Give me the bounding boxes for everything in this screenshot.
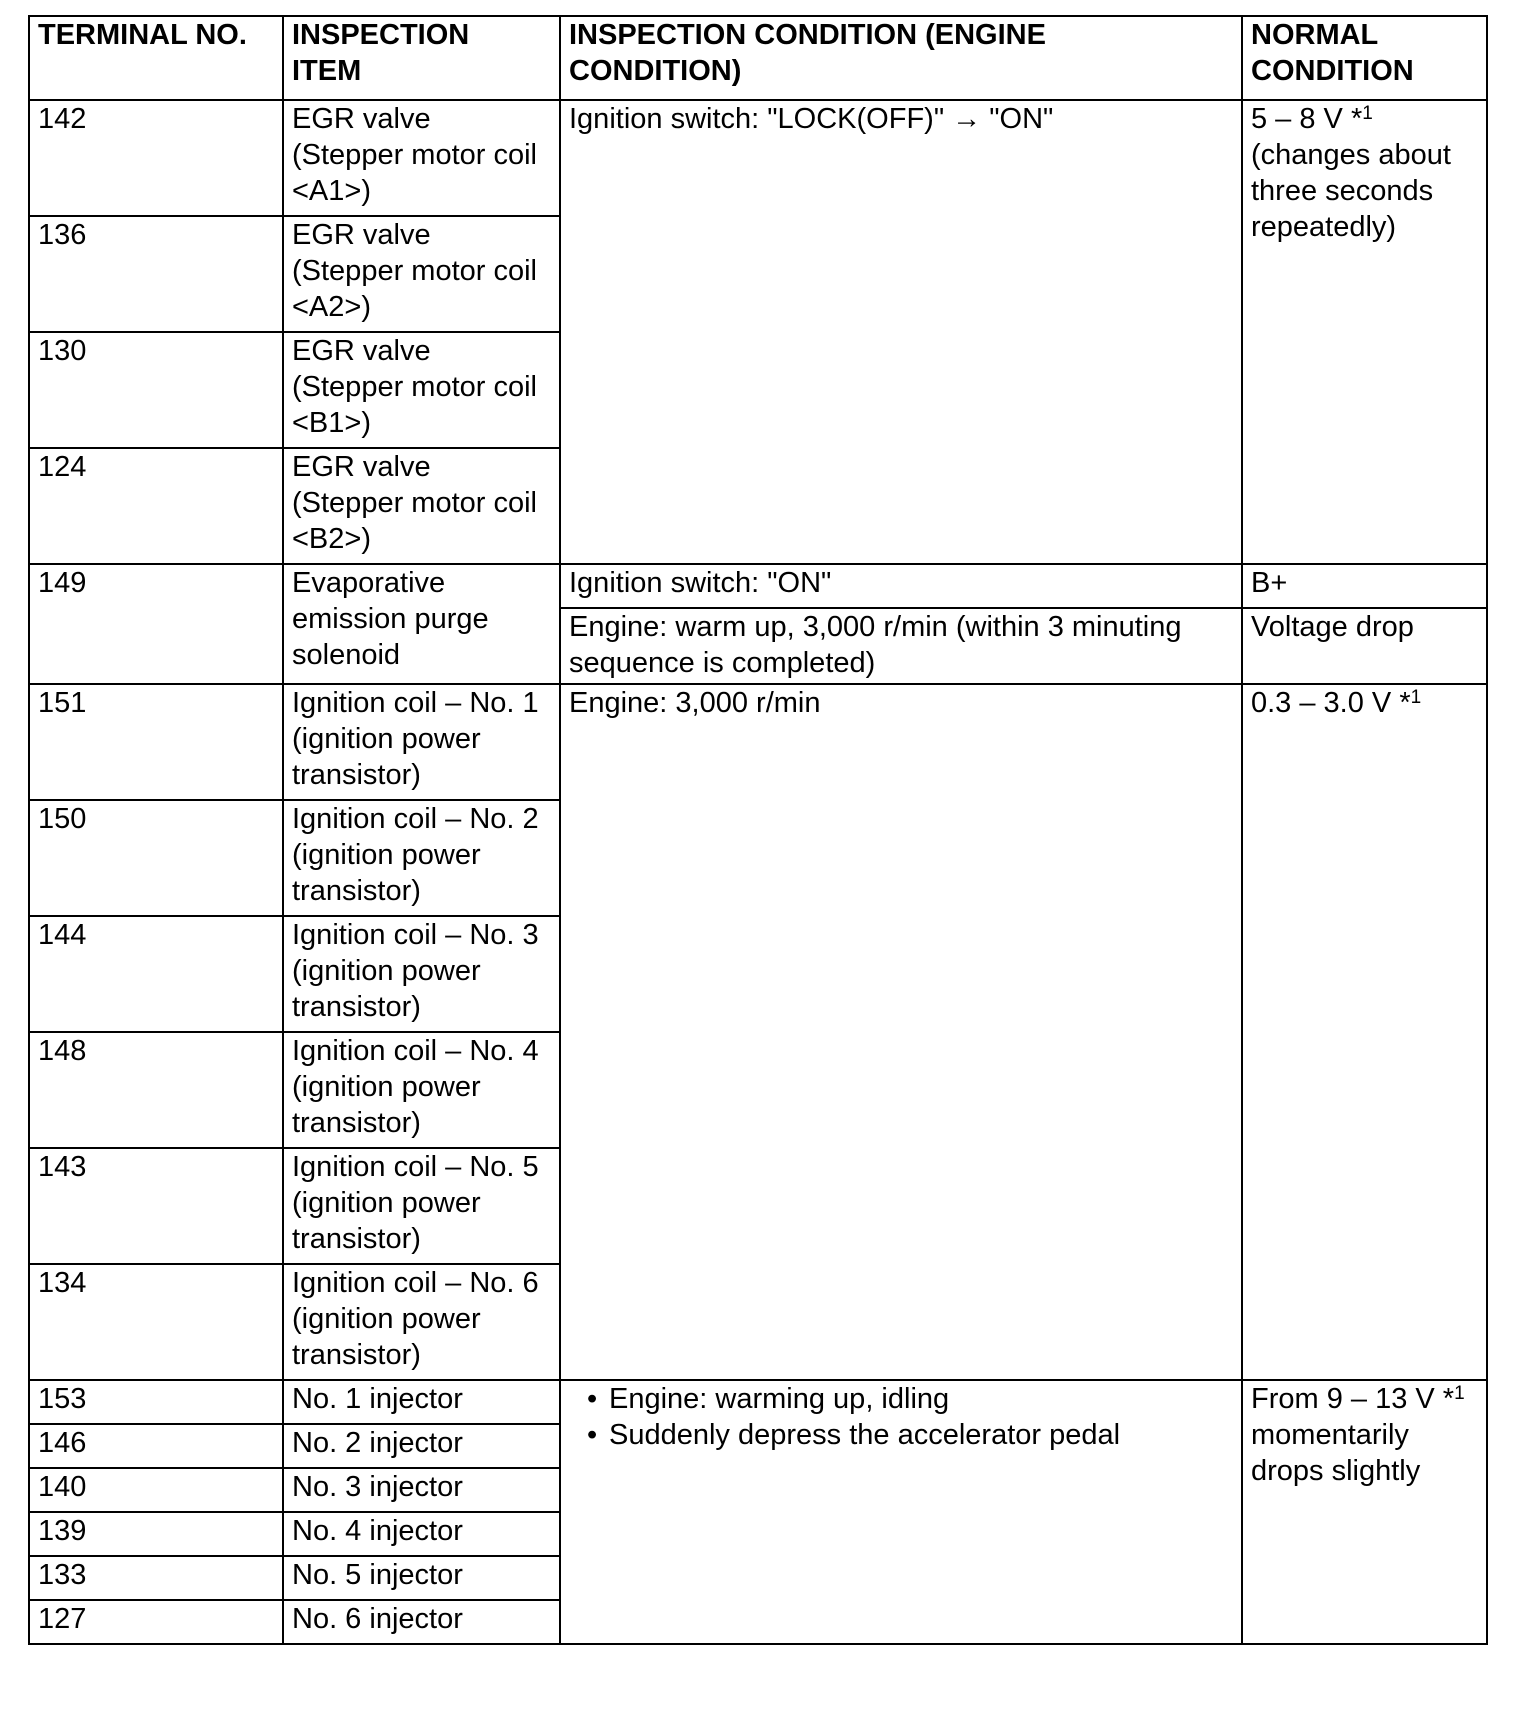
injector-condition-list bbox=[569, 1381, 1233, 1453]
ignition-normal-value: 0.3 – 3.0 V * bbox=[1251, 687, 1411, 719]
header-inspection-item bbox=[283, 16, 560, 100]
terminal-cell: 139 bbox=[29, 1512, 283, 1556]
terminal-cell: 142 bbox=[29, 100, 283, 216]
header-normal-line: CONDITION bbox=[1251, 55, 1414, 87]
terminal-cell: 151 bbox=[29, 684, 283, 800]
item-line: Ignition coil – No. 5 bbox=[292, 1151, 539, 1183]
purge-condition-cell: Ignition switch: "ON" bbox=[560, 564, 1242, 608]
item-line: EGR valve bbox=[292, 219, 431, 251]
ignition-normal-cell bbox=[1242, 684, 1487, 1380]
item-cell bbox=[283, 216, 560, 332]
item-cell: No. 6 injector bbox=[283, 1600, 560, 1644]
egr-normal-value: 5 – 8 V * bbox=[1251, 103, 1363, 135]
item-line: transistor) bbox=[292, 875, 421, 907]
item-cell: No. 1 injector bbox=[283, 1380, 560, 1424]
item-cell bbox=[283, 916, 560, 1032]
header-condition-line: CONDITION) bbox=[569, 55, 742, 87]
terminal-cell: 140 bbox=[29, 1468, 283, 1512]
terminal-cell: 149 bbox=[29, 564, 283, 684]
item-line: (Stepper motor coil bbox=[292, 487, 537, 519]
list-item: • Engine: warming up, idling bbox=[587, 1381, 1233, 1417]
item-line: Ignition coil – No. 6 bbox=[292, 1267, 539, 1299]
item-line: transistor) bbox=[292, 1223, 421, 1255]
injector-normal-cell bbox=[1242, 1380, 1487, 1644]
item-cell bbox=[283, 1032, 560, 1148]
footnote-marker: 1 bbox=[1454, 1383, 1465, 1404]
item-cell bbox=[283, 684, 560, 800]
item-line: (ignition power bbox=[292, 1071, 481, 1103]
item-cell: Evaporative emission purge solenoid bbox=[283, 564, 560, 684]
item-cell bbox=[283, 1148, 560, 1264]
ignition-condition-cell: Engine: 3,000 r/min bbox=[560, 684, 1242, 1380]
header-normal-condition bbox=[1242, 16, 1487, 100]
item-line: transistor) bbox=[292, 759, 421, 791]
header-row bbox=[29, 16, 1487, 100]
item-line: (ignition power bbox=[292, 1303, 481, 1335]
terminal-cell: 146 bbox=[29, 1424, 283, 1468]
item-cell bbox=[283, 1264, 560, 1380]
footnote-marker: 1 bbox=[1362, 103, 1373, 124]
purge-normal-cell: B+ bbox=[1242, 564, 1487, 608]
terminal-cell: 144 bbox=[29, 916, 283, 1032]
item-line: transistor) bbox=[292, 1107, 421, 1139]
terminal-cell: 143 bbox=[29, 1148, 283, 1264]
header-item-line: ITEM bbox=[292, 55, 362, 87]
item-line: Ignition coil – No. 2 bbox=[292, 803, 539, 835]
item-line: Ignition coil – No. 1 bbox=[292, 687, 539, 719]
item-line: (Stepper motor coil bbox=[292, 371, 537, 403]
item-cell: No. 5 injector bbox=[283, 1556, 560, 1600]
egr-normal-note: (changes about three seconds repeatedly) bbox=[1251, 139, 1451, 243]
item-cell: No. 4 injector bbox=[283, 1512, 560, 1556]
item-line: EGR valve bbox=[292, 335, 431, 367]
header-inspection-condition bbox=[560, 16, 1242, 100]
item-line: EGR valve bbox=[292, 103, 431, 135]
egr-normal-cell bbox=[1242, 100, 1487, 564]
header-condition-line: INSPECTION CONDITION (ENGINE bbox=[569, 19, 1046, 51]
header-terminal-no: TERMINAL NO. bbox=[29, 16, 283, 100]
terminal-cell: 153 bbox=[29, 1380, 283, 1424]
item-line: <A2>) bbox=[292, 291, 371, 323]
item-cell: No. 2 injector bbox=[283, 1424, 560, 1468]
terminal-cell: 134 bbox=[29, 1264, 283, 1380]
terminal-cell: 148 bbox=[29, 1032, 283, 1148]
injector-condition-cell bbox=[560, 1380, 1242, 1644]
terminal-cell: 130 bbox=[29, 332, 283, 448]
terminal-cell: 150 bbox=[29, 800, 283, 916]
purge-condition-cell: Engine: warm up, 3,000 r/min (within 3 minuting sequence is completed) bbox=[560, 608, 1242, 684]
item-line: transistor) bbox=[292, 1339, 421, 1371]
item-line: (ignition power bbox=[292, 723, 481, 755]
item-line: EGR valve bbox=[292, 451, 431, 483]
item-line: (ignition power bbox=[292, 955, 481, 987]
header-item-line: INSPECTION bbox=[292, 19, 470, 51]
terminal-cell: 124 bbox=[29, 448, 283, 564]
list-item: • Suddenly depress the accelerator pedal bbox=[587, 1417, 1233, 1453]
table-row bbox=[29, 564, 1487, 608]
terminal-cell: 127 bbox=[29, 1600, 283, 1644]
table-row bbox=[29, 684, 1487, 800]
terminal-cell: 136 bbox=[29, 216, 283, 332]
item-cell bbox=[283, 100, 560, 216]
item-line: Ignition coil – No. 3 bbox=[292, 919, 539, 951]
item-cell: No. 3 injector bbox=[283, 1468, 560, 1512]
item-cell bbox=[283, 448, 560, 564]
egr-condition-cell: Ignition switch: "LOCK(OFF)" → "ON" bbox=[560, 100, 1242, 564]
purge-normal-cell: Voltage drop bbox=[1242, 608, 1487, 684]
item-line: (Stepper motor coil bbox=[292, 139, 537, 171]
terminal-inspection-table bbox=[28, 15, 1488, 1645]
terminal-cell: 133 bbox=[29, 1556, 283, 1600]
item-line: (ignition power bbox=[292, 839, 481, 871]
item-line: <B1>) bbox=[292, 407, 371, 439]
table-row bbox=[29, 1380, 1487, 1424]
item-cell bbox=[283, 332, 560, 448]
item-line: <A1>) bbox=[292, 175, 371, 207]
item-line: <B2>) bbox=[292, 523, 371, 555]
item-line: (Stepper motor coil bbox=[292, 255, 537, 287]
header-normal-line: NORMAL bbox=[1251, 19, 1379, 51]
item-cell bbox=[283, 800, 560, 916]
item-line: transistor) bbox=[292, 991, 421, 1023]
item-line: Ignition coil – No. 4 bbox=[292, 1035, 539, 1067]
item-line: (ignition power bbox=[292, 1187, 481, 1219]
footnote-marker: 1 bbox=[1410, 687, 1422, 708]
injector-normal-note: momentarily drops slightly bbox=[1251, 1419, 1421, 1487]
table-row bbox=[29, 100, 1487, 216]
injector-normal-value: From 9 – 13 V * bbox=[1251, 1383, 1455, 1415]
